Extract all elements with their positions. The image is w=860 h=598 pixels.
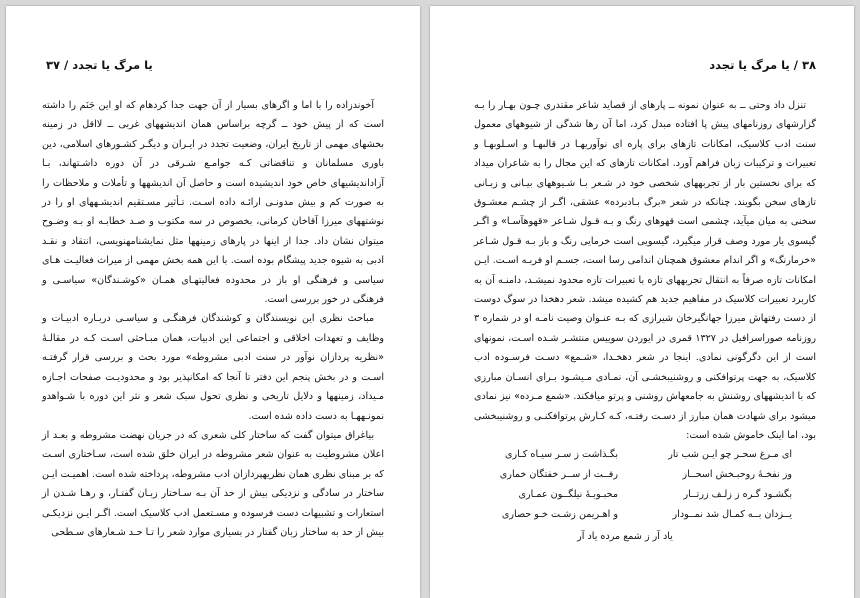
running-header: ۳۸ / یا مرگ یا تجدد [709,58,816,72]
left-page-body [42,96,384,542]
hemistich: رفــت از ســر خفتگان خماری [499,469,618,481]
left-page [6,6,420,598]
right-page [430,6,854,598]
paragraph: آخوندزاده را با اما و اگرهای بسیار از آن جهت جدا کردهام که او این جَنَم را داشته است که از پیش خود ــ گرچه براساس همان اندیشههای غربی ــ لااقل در زمینه بخشهای مهمی از تاریخ ایران، وضعیت تجدد در ایـران و دیگـر کشـورهای اسلامی، دین باوری مسلمانان و تناقضاتی کـه جوامـع شـرقی در آن دوره داشـتهاند، بـا آزاداندیشیهای خاص خود اندیشیده است و حاصل آن اندیشهها و تأملات و ملاحظات را به صورت کم و بیش مدونـی ارائـه داده اسـت. تـأثیر مسـتقیم اندیشـههای او را در نوشتههای میرزا آقاخان کرمانی، بخصوص در سه مکتوب و صـد خطابـه او بـه وضـوح میتوان نشان داد. جدا از اینها در پارهای زمینهها مثل نمایشنامهنویسی، انتقاد و نقـد ادبی به شیوه جدید پیشگام بوده است. با این همه بخش مهمی از میراث فعالیـت هـای سیاسی و فرهنگی او باز در محدوده فعالیتهـای همـان «کوشـندگان» سیاسـی و فرهنگی در خور بررسی است. [42,100,384,306]
hemistich: و اهـریمن زشـت خـو حصاری [501,509,618,521]
poem-verse [474,485,816,505]
running-header: یا مرگ یا تجدد / ۳۷ [46,58,153,72]
poem-refrain: یاد آر ز شمع مرده یاد آر [577,531,673,543]
hemistich: وز نفخـهٔ روحبـخش اسحــار [682,469,792,481]
hemistich: ای مـرغ سحـر چو ایـن شب تار [668,449,792,461]
right-page-body [474,96,816,547]
poem-verse [474,505,816,525]
poem-verse [474,465,816,485]
paragraph: مباحث نظری این نویسندگان و کوشندگان فرهنگـی و سیاسـی دربـاره ادبیـات و وظایف و تعهدات اخلاقی و اجتماعی این ادبیات، همان مبـاحثی اسـت کـه در مقالـهٔ «نظریه پردازان نوآور در سنت ادبی مشروطه» مورد بحث و بررسی قرار گرفتـه اسـت و در بخش پنجم این دفتر تا آنجا که امکانپذیر بود و محدودیـت صفحات اجـازه مـیداد، زمینهها و دلایل تاریخی و نظری تحول سبک شعر و نثر این دوره با شـواهدو نمونـههـا به دست داده شده است. [42,313,384,422]
hemistich: محبـوبـهٔ نیلگــون عمـاری [518,489,618,501]
poem-verse [474,445,816,465]
poem [474,445,816,527]
paragraph: بیاغراق میتوان گفت که ساختار کلی شعری که در جریان نهضت مشروطه و بعـد از اعلان مشروطیت به عنوان شعر مشروطه در ایران خلق شده است، سـاختاری اسـت که بر مبنای نظری همان نظریهپردازان ادب مشروطه، پرداخته شده است. اهمیـت ایـن ساختار در سادگی و نزدیکی بیش از حد آن بـه سـاختار زبـان گفتـار، و رهـا شـدن از استعارات و تشبیهات دست فرسوده و مسـتعمل ادب کلاسیک است. اگـر ایـن نزدیکـی بیش از حد به ساختار زبان گفتار در بسیاری موارد شعر را تـا حـد شـعارهای سـطحی [42,429,384,538]
hemistich: بگشـود گـره ز زلـف زرتــار [683,489,792,501]
hemistich: بگـذاشت ز سـر سیـاه کـاری [504,449,618,461]
paragraph: تنزل داد وحتی ــ به عنوان نمونه ــ پارهای از قصاید شاعر مقتدری چـون بهـار را بـه گزارشهای روزنامهای پیش پا افتاده مبدل کرد، اما آن رها شدگی از شیوههای معمول سنت ادب کلاسیک، امکانات تازهای برای پاره ای نوآوریهـا در قالبهـا و اسـلوبهـا و تعبیرات و ترکیبات زبان فراهم آورد. امکانات تازهای که این مجال را به شاعران میداد که برای نخستین بار از تجربههای شخصی خود در شـعر بـا شـیوههای بیـانی و زبـانی تازهای سخن بگویند. چنانکه در شعر «برگ بـادبرده» عشقی، اگـر از چشـم معشـوق سخنی به میان میآید، چشمی است قهوهای رنگ و بـه قـول شـاعر «قهوهآسـا» و اگـر گیسوی یار مورد وصف قرار میگیرد، گیسویی است خرمایی رنگ و باز بـه قـول شـاعر «خرمارنگ» و اگر اندام معشوق همچنان اندامی رسا است، جسـم او فربـه اسـت. ایـن امکانات تازه صرفاً به انتقال تجربههای تازه با تعبیرات تازه محدود نمیشـد، دامنـه آن به کاربرد تعبیرات کلاسیک در مفاهیم جدید هم کشیده میشد. شعر دهخدا در سوگ دوست از دست رفتهاش میرزا جهانگیرخان شیرازی که بـه عنـوان وصیت نامـه او در شماره ۳ روزنامه صوراسرافیل در ۱۳۲۷ قمری در ایوردن سوییس منتشـر شـده اسـت، نمونهای است از این دگرگونی نمادی. اینجا در شعر دهخـدا، «شـمع» دسـت فرسـوده ادب کلاسیک، به جهت پرتوافکنی و روشنیبخشـی آن، نمـادی مـیشـود بـرای انسـان مبارزی که با اندیشههای روشنش به جامعهاش روشنی و پرتو میافکند. «شمع مـرده» نیز نمادی میشود برای شهادت همان مبارز از دسـت رفتـه، کـه کـارش پرتوافکنـی و روشنیبخشی بود، اما اینک خاموش شده است: [474,100,816,441]
hemistich: یــزدان بــه کمـال شد نمــودار [672,509,792,521]
